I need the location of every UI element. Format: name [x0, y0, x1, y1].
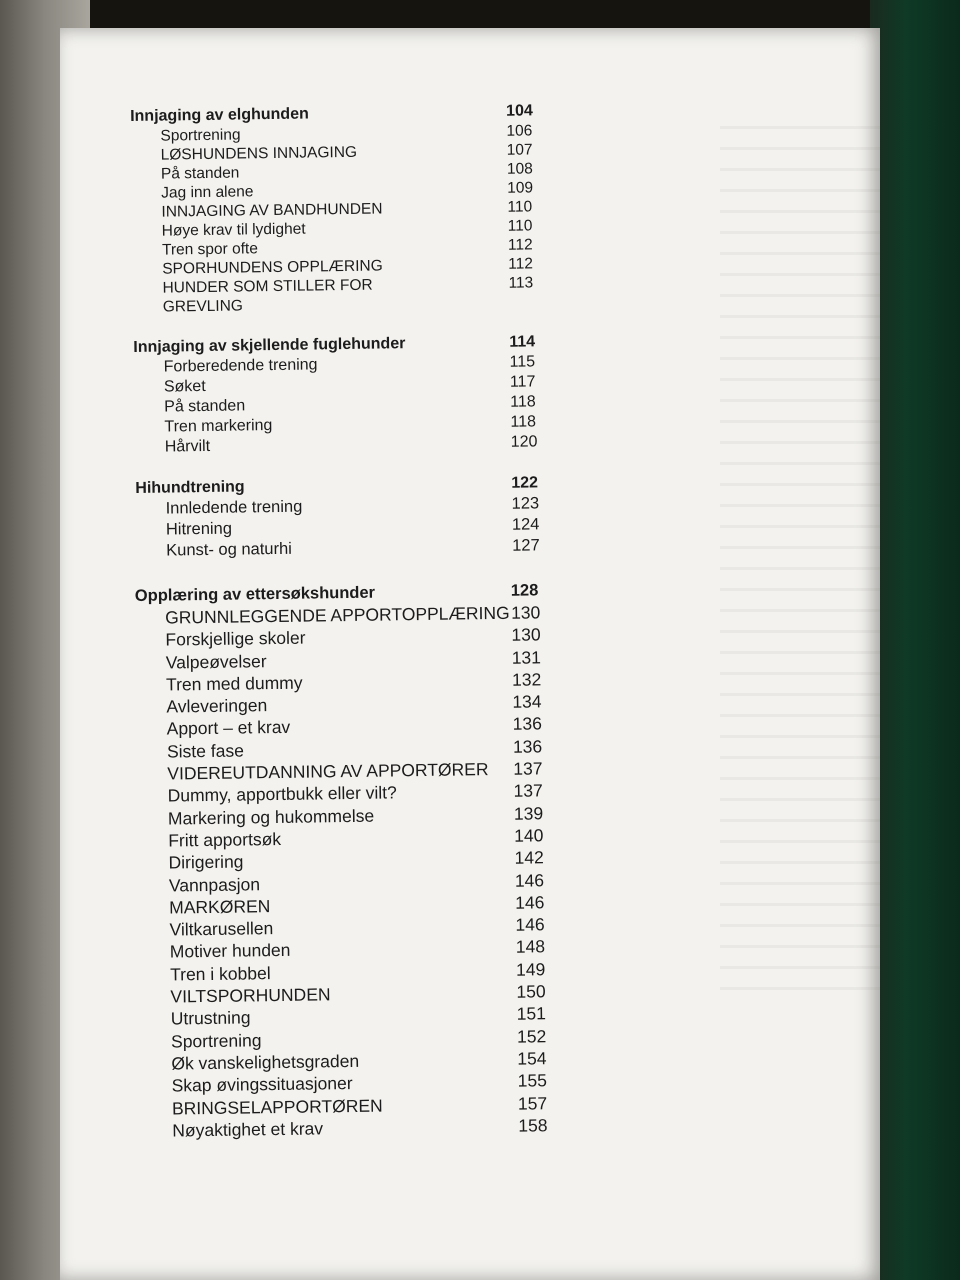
toc-page-number: 139: [513, 802, 544, 824]
table-of-contents: [130, 100, 565, 1158]
toc-entry-title: Innledende trening: [165, 497, 303, 518]
toc-entry-title-line1: HUNDER SOM STILLER FOR: [162, 276, 373, 297]
toc-section-title: Hihundtrening: [135, 478, 245, 497]
toc-page-number: 106: [506, 122, 533, 140]
toc-page-number: 109: [507, 179, 534, 197]
toc-page-number: 146: [515, 914, 545, 935]
toc-section-title: Innjaging av elghunden: [130, 105, 309, 125]
toc-entry-title: MARKØREN: [169, 895, 271, 918]
toc-entry-title: Siste fase: [166, 740, 245, 762]
toc-page-number: 131: [511, 646, 542, 668]
toc-page-number: 114: [509, 333, 536, 351]
toc-section-title: Innjaging av skjellende fuglehunder: [133, 335, 406, 356]
toc-section: [133, 331, 555, 458]
toc-entry-title: [162, 274, 508, 317]
toc-page-number: 120: [510, 433, 538, 451]
toc-entry-multiline: [132, 273, 552, 317]
toc-entry-title: GRUNNLEGGENDE APPORTOPPLÆRING: [165, 602, 510, 628]
toc-entry-title: Apport – et krav: [166, 717, 291, 740]
toc-entry-title: Sportrening: [160, 126, 241, 145]
toc-page-number: 132: [511, 669, 542, 690]
toc-entry-title: Søket: [163, 377, 206, 396]
toc-entry-title: Forberedende trening: [163, 356, 318, 376]
toc-entry-title: Avleveringen: [166, 695, 268, 717]
toc-page-number: 104: [505, 102, 533, 120]
toc-page-number: 108: [506, 160, 533, 178]
toc-page-number: 140: [514, 825, 544, 846]
toc-page-number: 134: [512, 691, 542, 712]
toc-section: [135, 472, 556, 562]
toc-entry: [136, 535, 556, 562]
toc-page-number: 151: [516, 1003, 547, 1025]
toc-page-number: 150: [516, 981, 546, 1002]
toc-entry-title: LØSHUNDENS INNJAGING: [160, 143, 358, 164]
toc-entry-title: Hårvilt: [164, 437, 211, 456]
toc-entry-title: Høye krav til lydighet: [161, 220, 306, 240]
toc-entry-title: Vannpasjon: [168, 873, 261, 896]
toc-entry-title: Viltkarusellen: [169, 918, 274, 940]
toc-entry-title: Tren med dummy: [165, 672, 303, 695]
toc-page-number: 146: [514, 869, 545, 891]
toc-page-number: 158: [518, 1115, 548, 1136]
toc-section: [130, 100, 553, 317]
toc-entry: [142, 1114, 562, 1142]
toc-page-number: 155: [517, 1070, 547, 1091]
toc-page-number: 157: [517, 1092, 548, 1114]
toc-entry-title: INNJAGING AV BANDHUNDEN: [161, 200, 383, 221]
toc-page-number: 123: [511, 494, 540, 513]
toc-page-number: 127: [512, 536, 540, 555]
toc-page-number: 152: [516, 1025, 547, 1047]
toc-entry-title: Tren spor ofte: [161, 240, 259, 259]
toc-entry-title: Nøyaktighet et krav: [172, 1118, 324, 1141]
book-page: [60, 28, 880, 1280]
toc-page-number: 110: [507, 217, 533, 235]
show-through-text: [720, 108, 880, 1008]
toc-page-number: 117: [509, 373, 536, 391]
toc-entry-title: BRINGSELAPPORTØREN: [171, 1095, 383, 1119]
toc-entry-title: Markering og hukommelse: [167, 805, 375, 829]
toc-page-number: 110: [507, 198, 533, 216]
toc-entry-title: Dirigering: [168, 851, 244, 873]
toc-page-number: 142: [514, 847, 544, 868]
toc-entry-title: Valpeøvelser: [165, 650, 267, 673]
toc-entry-title: Kunst- og naturhi: [166, 539, 292, 560]
toc-page-number: 146: [515, 892, 545, 913]
toc-page-number: 128: [510, 581, 539, 600]
toc-page-number: 148: [515, 936, 546, 958]
toc-section: [135, 580, 563, 1142]
toc-entry-title: SPORHUNDENS OPPLÆRING: [162, 257, 383, 278]
toc-entry-title: Sportrening: [170, 1029, 262, 1052]
toc-entry-title: Tren markering: [164, 417, 273, 436]
toc-entry-title: Dummy, apportbukk eller vilt?: [167, 782, 397, 806]
toc-page-number: 118: [510, 413, 537, 431]
toc-entry-title: På standen: [164, 397, 246, 416]
toc-page-number: 112: [507, 236, 533, 254]
toc-entry-title-line2: GREVLING: [162, 297, 244, 316]
toc-page-number: 130: [510, 602, 541, 623]
toc-page-number: 124: [511, 515, 540, 534]
book-cover-edge: [870, 0, 960, 1280]
toc-section-title: Opplæring av ettersøkshunder: [134, 583, 376, 605]
toc-entry-title: På standen: [160, 164, 240, 183]
toc-page-number: 118: [510, 393, 536, 411]
toc-page-number: 122: [511, 474, 539, 492]
toc-entry-title: Motiver hunden: [169, 940, 291, 962]
toc-entry-title: Fritt apportsøk: [168, 828, 282, 851]
toc-page-number: 113: [508, 274, 534, 292]
toc-entry-title: Øk vanskelighetsgraden: [171, 1050, 360, 1074]
toc-entry-title: VIDEREUTDANNING AV APPORTØRER: [167, 759, 489, 784]
toc-page-number: 136: [512, 736, 543, 757]
toc-entry-title: Jag inn alene: [161, 183, 254, 202]
toc-entry-title: Utrustning: [170, 1007, 251, 1029]
toc-entry-title: Hitrening: [165, 519, 233, 539]
toc-entry-title: Skap øvingssituasjoner: [171, 1073, 353, 1096]
toc-page-number: 137: [513, 780, 543, 802]
toc-page-number: 107: [506, 141, 533, 159]
toc-entry-title: Forskjellige skoler: [165, 627, 306, 650]
toc-page-number: 149: [515, 959, 546, 980]
toc-page-number: 130: [511, 624, 541, 646]
toc-page-number: 137: [513, 758, 543, 779]
toc-entry-title: VILTSPORHUNDEN: [170, 984, 331, 1007]
toc-page-number: 154: [517, 1048, 547, 1069]
toc-page-number: 136: [512, 713, 543, 735]
toc-page-number: 112: [508, 255, 534, 273]
toc-entry-title: Tren i kobbel: [169, 962, 271, 985]
toc-page-number: 115: [509, 353, 536, 371]
